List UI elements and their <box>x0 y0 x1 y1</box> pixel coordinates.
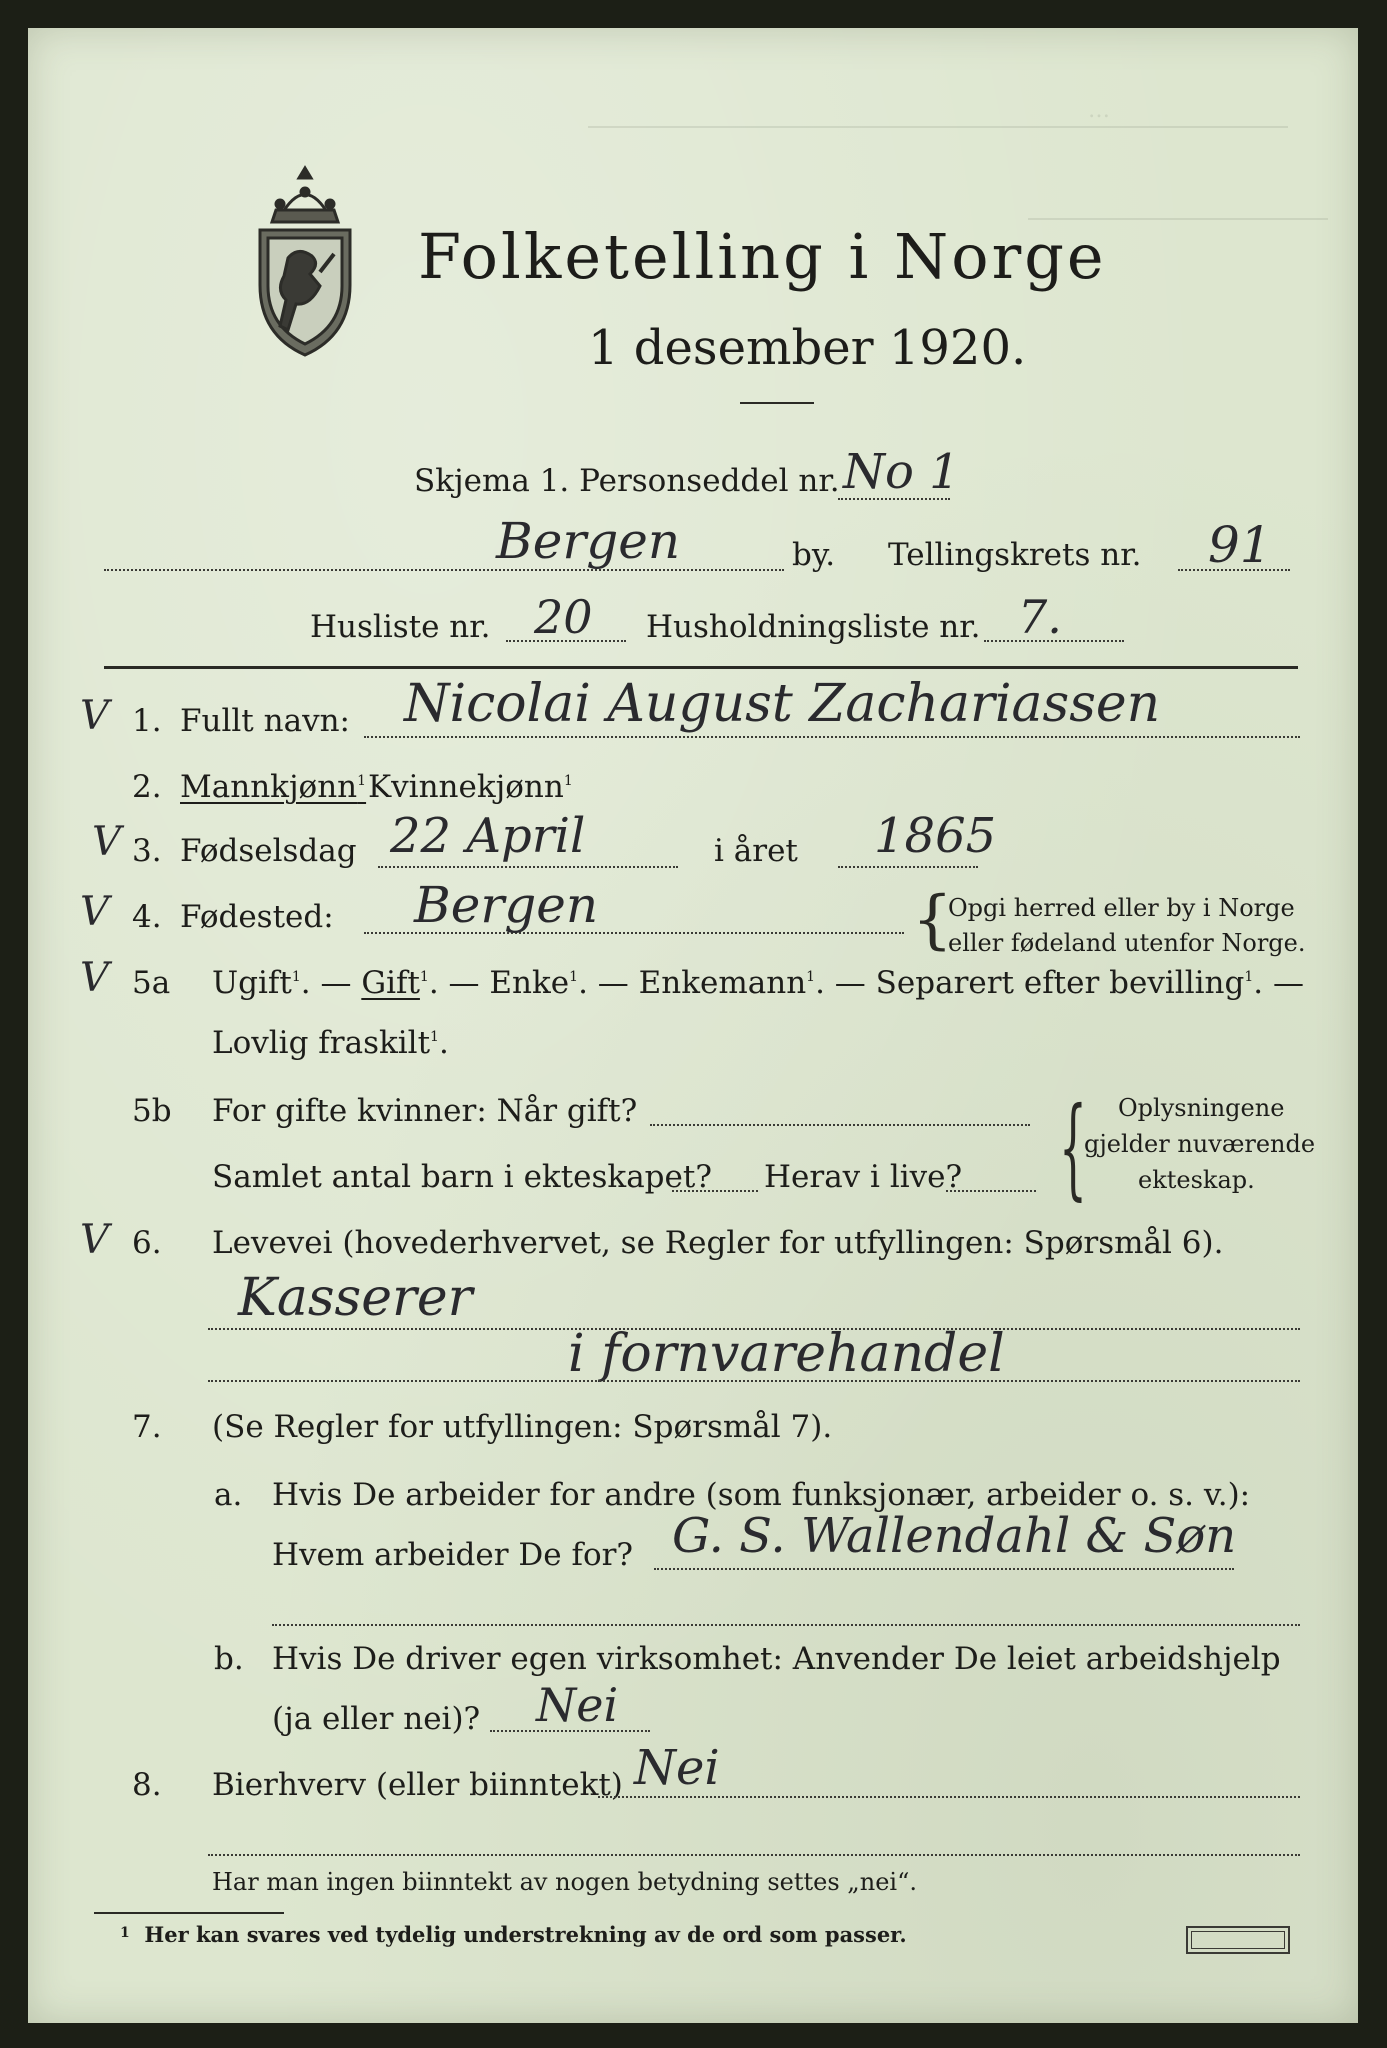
q7a-line2 <box>272 1624 1300 1626</box>
q8-line2 <box>208 1854 1300 1856</box>
q1-value: Nicolai August Zachariassen <box>404 674 1161 734</box>
q3-label: Fødselsdag <box>180 833 357 869</box>
q7b-letter: b. <box>214 1641 244 1677</box>
q3-number: 3. <box>132 833 162 869</box>
q1-line <box>364 736 1300 738</box>
tellingskrets-label: Tellingskrets nr. <box>888 537 1142 573</box>
husliste-label: Husliste nr. <box>310 609 491 645</box>
header-divider <box>104 666 1298 669</box>
title-divider <box>740 402 814 404</box>
q3-date-line <box>378 866 678 868</box>
q4-value: Bergen <box>414 876 599 934</box>
q7b-text: Hvis De driver egen virksomhet: Anvender De leiet arbeidshjelp <box>272 1641 1281 1677</box>
city-suffix: by. <box>792 537 836 573</box>
q5b-children-line <box>672 1190 758 1192</box>
q5b-married-line <box>650 1124 1030 1126</box>
q4-note-line2: eller fødeland utenfor Norge. <box>948 929 1306 957</box>
check-mark: V <box>92 819 121 865</box>
q7-number: 7. <box>132 1409 162 1445</box>
q2-option-kvinne: Kvinnekjønn$^1$ <box>368 769 573 805</box>
q2-option-mann: Mannkjønn$^1$ <box>180 769 367 805</box>
q7a-letter: a. <box>214 1477 243 1513</box>
q5b-alive-line <box>946 1190 1036 1192</box>
q3-date-value: 22 April <box>390 808 586 864</box>
q7a-text: Hvis De arbeider for andre (som funksjonær, arbeider o. s. v.): <box>272 1477 1251 1513</box>
q7a-value: G. S. Wallendahl & Søn <box>672 1508 1237 1564</box>
husholdningsliste-value: 7. <box>1018 590 1062 644</box>
q6-number: 6. <box>132 1225 162 1261</box>
q7b-question: (ja eller nei)? <box>272 1701 481 1737</box>
q4-note-line1: Opgi herred eller by i Norge <box>948 894 1295 922</box>
q2-number: 2. <box>132 769 162 805</box>
q5a-number: 5a <box>132 965 171 1001</box>
bleed-through-text: … <box>1088 98 1110 123</box>
q1-label: Fullt navn: <box>180 703 350 739</box>
q5b-number: 5b <box>132 1093 172 1129</box>
q6-value-line1: Kasserer <box>238 1268 473 1328</box>
q5a-options-line2: Lovlig fraskilt$^1$. <box>212 1025 449 1061</box>
q3-year-value: 1865 <box>874 808 997 864</box>
bleed-through-line <box>588 126 1288 128</box>
q6-value-line2: i fornvarehandel <box>568 1324 1005 1384</box>
q8-label: Bierhverv (eller biinntekt) <box>212 1767 623 1803</box>
personseddel-value: No 1 <box>843 444 960 500</box>
coat-of-arms-icon <box>250 162 360 362</box>
city-line <box>104 569 784 571</box>
q5b-note-line3: ekteskap. <box>1138 1166 1255 1194</box>
check-mark: V <box>80 889 109 935</box>
q6-line2 <box>208 1380 1300 1382</box>
q1-number: 1. <box>132 703 162 739</box>
check-mark: V <box>80 1217 109 1263</box>
q5b-label-children: Samlet antal barn i ekteskapet? <box>212 1159 712 1195</box>
footnote: $^1$ Her kan svares ved tydelig understrekning av de ord som passer. <box>120 1922 907 1947</box>
q5b-note-line1: Oplysningene <box>1118 1094 1285 1122</box>
q7b-value: Nei <box>536 1678 619 1732</box>
schema-label: Skjema 1. Personseddel nr. <box>414 463 840 499</box>
footnote-divider <box>94 1912 284 1914</box>
husholdningsliste-label: Husholdningsliste nr. <box>646 609 981 645</box>
q3-year-label: i året <box>714 833 798 869</box>
check-mark: V <box>80 955 109 1001</box>
check-mark: V <box>80 693 109 739</box>
q8-number: 8. <box>132 1767 162 1803</box>
printer-stamp <box>1186 1926 1290 1954</box>
husliste-value: 20 <box>534 590 593 644</box>
q7a-question: Hvem arbeider De for? <box>272 1537 634 1573</box>
q4-brace: { <box>912 883 953 957</box>
q8-line1 <box>598 1796 1300 1798</box>
form-date: 1 desember 1920. <box>588 320 1027 376</box>
q5b-label-married: For gifte kvinner: Når gift? <box>212 1093 638 1129</box>
census-form-page <box>28 28 1358 2023</box>
city-value: Bergen <box>496 512 681 570</box>
q8-note: Har man ingen biinntekt av nogen betydning settes „nei“. <box>212 1868 917 1896</box>
q3-year-line <box>838 866 978 868</box>
q7-label: (Se Regler for utfyllingen: Spørsmål 7). <box>212 1409 833 1445</box>
q4-number: 4. <box>132 899 162 935</box>
q4-label: Fødested: <box>180 899 334 935</box>
q5a-options-line1: Ugift$^1$. — Gift$^1$. — Enke$^1$. — Enkemann$^1$. — Separert efter bevilling$^1$. — <box>212 965 1304 1001</box>
form-title: Folketelling i Norge <box>418 220 1107 293</box>
q8-value: Nei <box>634 1740 720 1796</box>
q5b-label-alive: Herav i live? <box>764 1159 963 1195</box>
q5b-brace: { <box>1059 1083 1087 1211</box>
q6-label: Levevei (hovederhvervet, se Regler for utfyllingen: Spørsmål 6). <box>212 1225 1224 1261</box>
q5b-note-line2: gjelder nuværende <box>1084 1130 1316 1158</box>
tellingskrets-value: 91 <box>1208 516 1272 574</box>
q7a-line1 <box>654 1568 1234 1570</box>
